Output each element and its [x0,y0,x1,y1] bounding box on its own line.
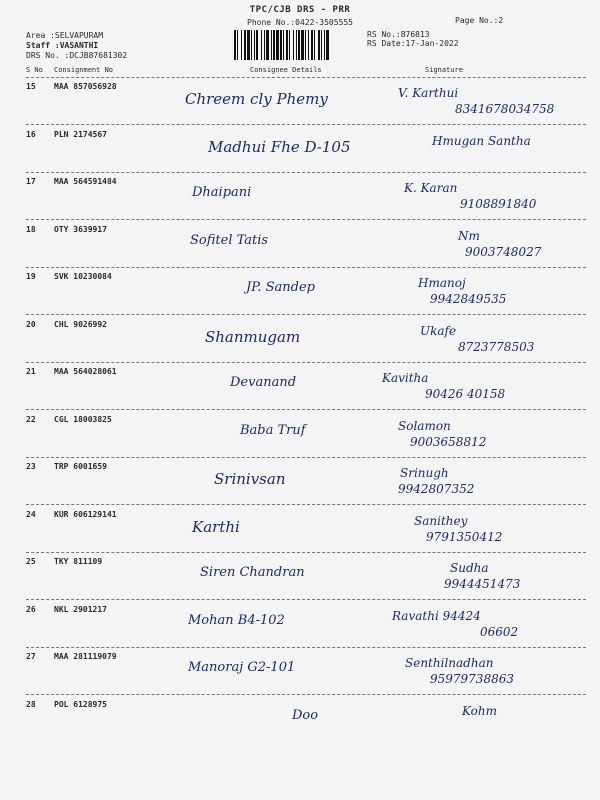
consignee-name: Sofitel Tatis [190,232,269,248]
row-divider [26,409,586,410]
table-row [0,462,600,509]
row-divider [26,694,586,695]
signature-name: Sanithey [414,513,468,528]
table-row [0,177,600,224]
consignment-number: TRP 6001659 [54,462,107,471]
consignee-name: Mohan B4-102 [188,612,285,628]
page-number: Page No.:2 [455,16,504,25]
table-row [0,225,600,272]
consignment-number: MAA 564591484 [54,177,117,186]
signature-phone: 9791350412 [426,529,503,544]
header-divider [26,77,586,78]
staff-label: Staff :VASANTHI [26,41,99,50]
serial-number: 26 [26,604,36,614]
consignee-name: Karthi [192,517,240,536]
serial-number: 18 [26,224,36,234]
consignment-number: NKL 2901217 [54,604,107,614]
area-label: Area :SELVAPURAM [26,31,104,40]
consignment-number: MAA 564028061 [54,367,117,376]
signature-name: Hmugan Santha [432,133,531,148]
rs-info [367,30,459,48]
consignee-name: Siren Chandran [200,565,305,580]
serial-number: 16 [26,129,36,139]
table-row [0,320,600,367]
sheet-title: TPC/CJB DRS - PRR [249,5,351,15]
consignment-number: KUR 606129141 [54,509,117,519]
col-consignment: Consignment No [54,66,114,74]
row-divider [26,314,586,315]
signature-phone: 9944451473 [444,577,521,591]
table-row [0,557,600,604]
serial-number: 28 [26,699,36,709]
row-divider [26,647,586,648]
consignee-name: Doo [292,707,319,723]
signature-phone: 9108891840 [460,197,537,211]
consignment-number: SVK 10230084 [54,272,112,281]
column-header-row [0,66,600,77]
signature-name: Nm [458,228,480,243]
delivery-info [26,31,127,61]
table-row [0,510,600,557]
signature-name: Srinugh [400,466,449,480]
consignee-name: Dhaipani [192,185,252,200]
signature-phone: 9942807352 [398,482,475,496]
consignee-name: JP. Sandep [246,280,315,295]
consignment-number: OTY 3639917 [54,224,107,234]
barcode-image [234,30,358,60]
row-divider [26,267,586,268]
consignee-name: Madhui Fhe D-105 [208,137,351,156]
serial-number: 27 [26,652,36,661]
signature-name: Ukafe [420,323,457,338]
consignee-name: Manoraj G2-101 [188,660,296,675]
col-sno: S No [26,66,43,74]
col-signature: Signature [425,66,463,74]
row-divider [26,124,586,125]
consignee-name: Devanand [230,375,297,390]
signature-phone: 95979738863 [430,672,514,686]
signature-phone: 90426 40158 [425,387,506,401]
col-consignee: Consignee Details [250,66,322,74]
row-divider [26,219,586,220]
row-divider [26,504,586,505]
serial-number: 15 [26,82,36,91]
signature-phone: 8341678034758 [455,102,555,116]
serial-number: 25 [26,557,36,566]
table-row [0,130,600,177]
signature-phone: 06602 [480,624,519,639]
row-divider [26,362,586,363]
signature-phone: 8723778503 [458,339,535,354]
signature-name: K. Karan [404,181,458,195]
signature-name: Kohm [462,703,497,718]
serial-number: 24 [26,509,36,519]
drs-number: DRS No. :DCJB87681302 [26,51,128,60]
consignee-name: Baba Truf [240,422,306,438]
table-row [0,415,600,462]
signature-name: Sudha [450,561,489,575]
rs-date: RS Date:17-Jan-2022 [367,39,459,48]
row-divider [26,599,586,600]
signature-name: V. Karthui [398,86,459,100]
table-row [0,272,600,319]
signature-name: Solamon [398,418,451,433]
consignment-number: CGL 18003825 [54,414,112,424]
signature-phone: 9942849535 [430,292,507,306]
consignment-number: MAA 857056928 [54,82,117,91]
serial-number: 23 [26,462,36,471]
row-divider [26,172,586,173]
table-row [0,700,600,747]
consignment-number: TKY 811109 [54,557,103,566]
consignment-number: MAA 281119079 [54,652,117,661]
serial-number: 20 [26,319,36,329]
table-row [0,367,600,414]
signature-phone: 9003748027 [465,244,542,259]
consignee-name: Chreem cly Phemy [185,90,328,108]
table-row [0,82,600,129]
consignee-name: Shanmugam [205,327,301,346]
serial-number: 17 [26,177,36,186]
signature-phone: 9003658812 [410,434,487,449]
consignment-number: PLN 2174567 [54,129,107,139]
row-divider [26,457,586,458]
serial-number: 22 [26,414,36,424]
serial-number: 19 [26,272,36,281]
signature-name: Ravathi 94424 [392,608,481,623]
table-row [0,652,600,699]
serial-number: 21 [26,367,36,376]
consignee-name: Srinivsan [214,470,286,488]
rs-number: RS No.:876813 [367,30,430,39]
row-divider [26,552,586,553]
phone-number: Phone No.:0422-3505555 [247,18,353,27]
signature-name: Senthilnadhan [405,656,494,670]
table-row [0,605,600,652]
signature-name: Kavitha [382,371,429,385]
consignment-number: POL 6128975 [54,699,107,709]
consignment-number: CHL 9026992 [54,319,107,329]
signature-name: Hmanoj [418,276,466,290]
